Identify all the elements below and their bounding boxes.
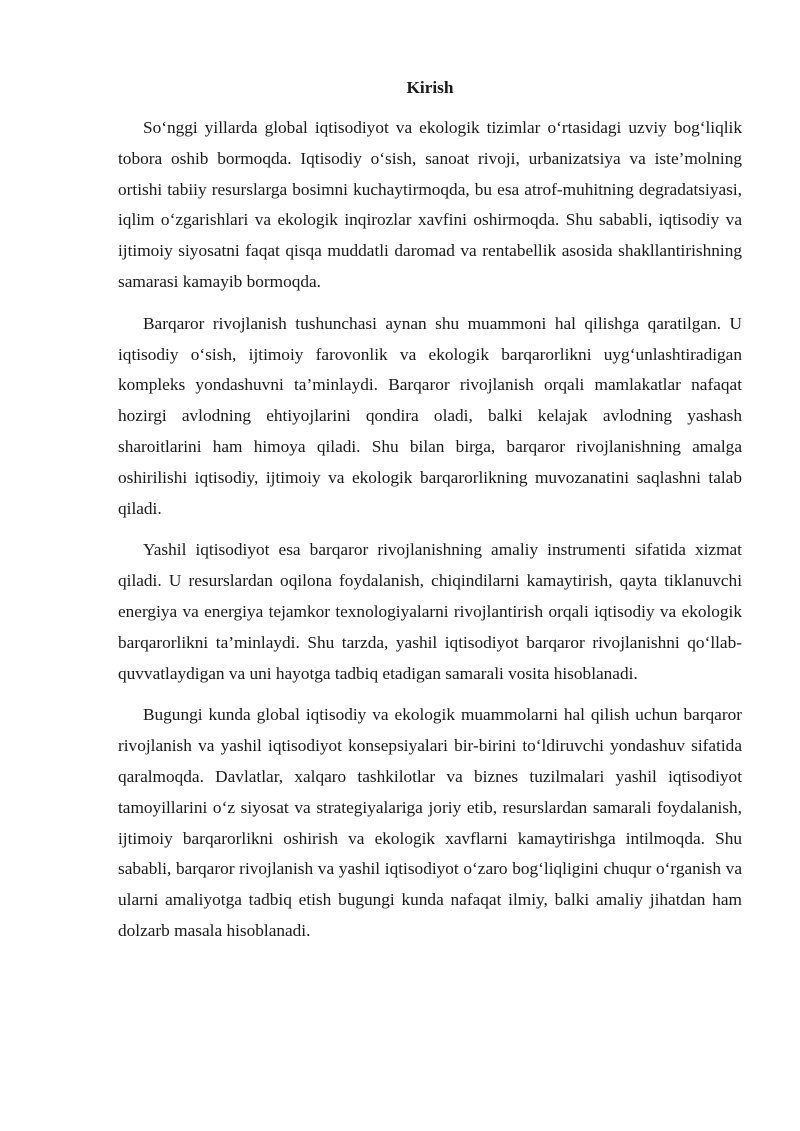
paragraph-3: Yashil iqtisodiyot esa barqaror rivojlanishning amaliy instrumenti sifatida xizmat qiladi. U resurslardan oqilona foydalanish, chiqindilarni kamaytirish, qayta tiklanuvchi energiya va energiya tejamkor texnologiyalarni rivojlantirish orqali iqtisodiy va ekologik barqarorlikni ta’minlaydi. Shu tarzda, yashil iqtisodiyot barqaror rivojlanishni qo‘llab-quvvatlaydigan va uni hayotga tadbiq etadigan samarali vosita hisoblanadi. (118, 540, 742, 683)
paragraph-2: Barqaror rivojlanish tushunchasi aynan shu muammoni hal qilishga qaratilgan. U iqtisodiy o‘sish, ijtimoiy farovonlik va ekologik barqarorlikni uyg‘unlashtiradigan kompleks yondashuvni ta’minlaydi. Barqaror rivojlanish orqali mamlakatlar nafaqat hozirgi avlodning ehtiyojlarini qondira oladi, balki kelajak avlodning yashash sharoitlarini ham himoya qiladi. Shu bilan birga, barqaror rivojlanishning amalga oshirilishi iqtisodiy, ijtimoiy va ekologik barqarorlikning muvozanatini saqlashni talab qiladi. (118, 313, 742, 518)
document-page (118, 73, 742, 958)
paragraph-4: Bugungi kunda global iqtisodiy va ekologik muammolarni hal qilish uchun barqaror rivojlanish va yashil iqtisodiyot konsepsiyalari bir-birini to‘ldiruvchi yondashuv sifatida qaralmoqda. Davlatlar, xalqaro tashkilotlar va biznes tuzilmalari yashil iqtisodiyot tamoyillarini o‘z siyosat va strategiyalariga joriy etib, resurslardan samarali foydalanish, ijtimoiy barqarorlikni oshirish va ekologik xavflarni kamaytirishga intilmoqda. Shu sababli, barqaror rivojlanish va yashil iqtisodiyot o‘zaro bog‘liqligini chuqur o‘rganish va ularni amaliyotga tadbiq etish bugungi kunda nafaqat ilmiy, balki amaliy jihatdan ham dolzarb masala hisoblanadi. (118, 705, 742, 940)
section-title: Kirish (406, 78, 454, 97)
paragraph-1: So‘nggi yillarda global iqtisodiyot va ekologik tizimlar o‘rtasidagi uzviy bog‘liqlik tobora oshib bormoqda. Iqtisodiy o‘sish, sanoat rivoji, urbanizatsiya va iste’molning ortishi tabiiy resurslarga bosimni kuchaytirmoqda, bu esa atrof-muhitning degradatsiyasi, iqlim o‘zgarishlari va ekologik inqirozlar xavfini oshirmoqda. Shu sababli, iqtisodiy va ijtimoiy siyosatni faqat qisqa muddatli daromad va rentabellik asosida shakllantirishning samarasi kamayib bormoqda. (118, 118, 742, 291)
